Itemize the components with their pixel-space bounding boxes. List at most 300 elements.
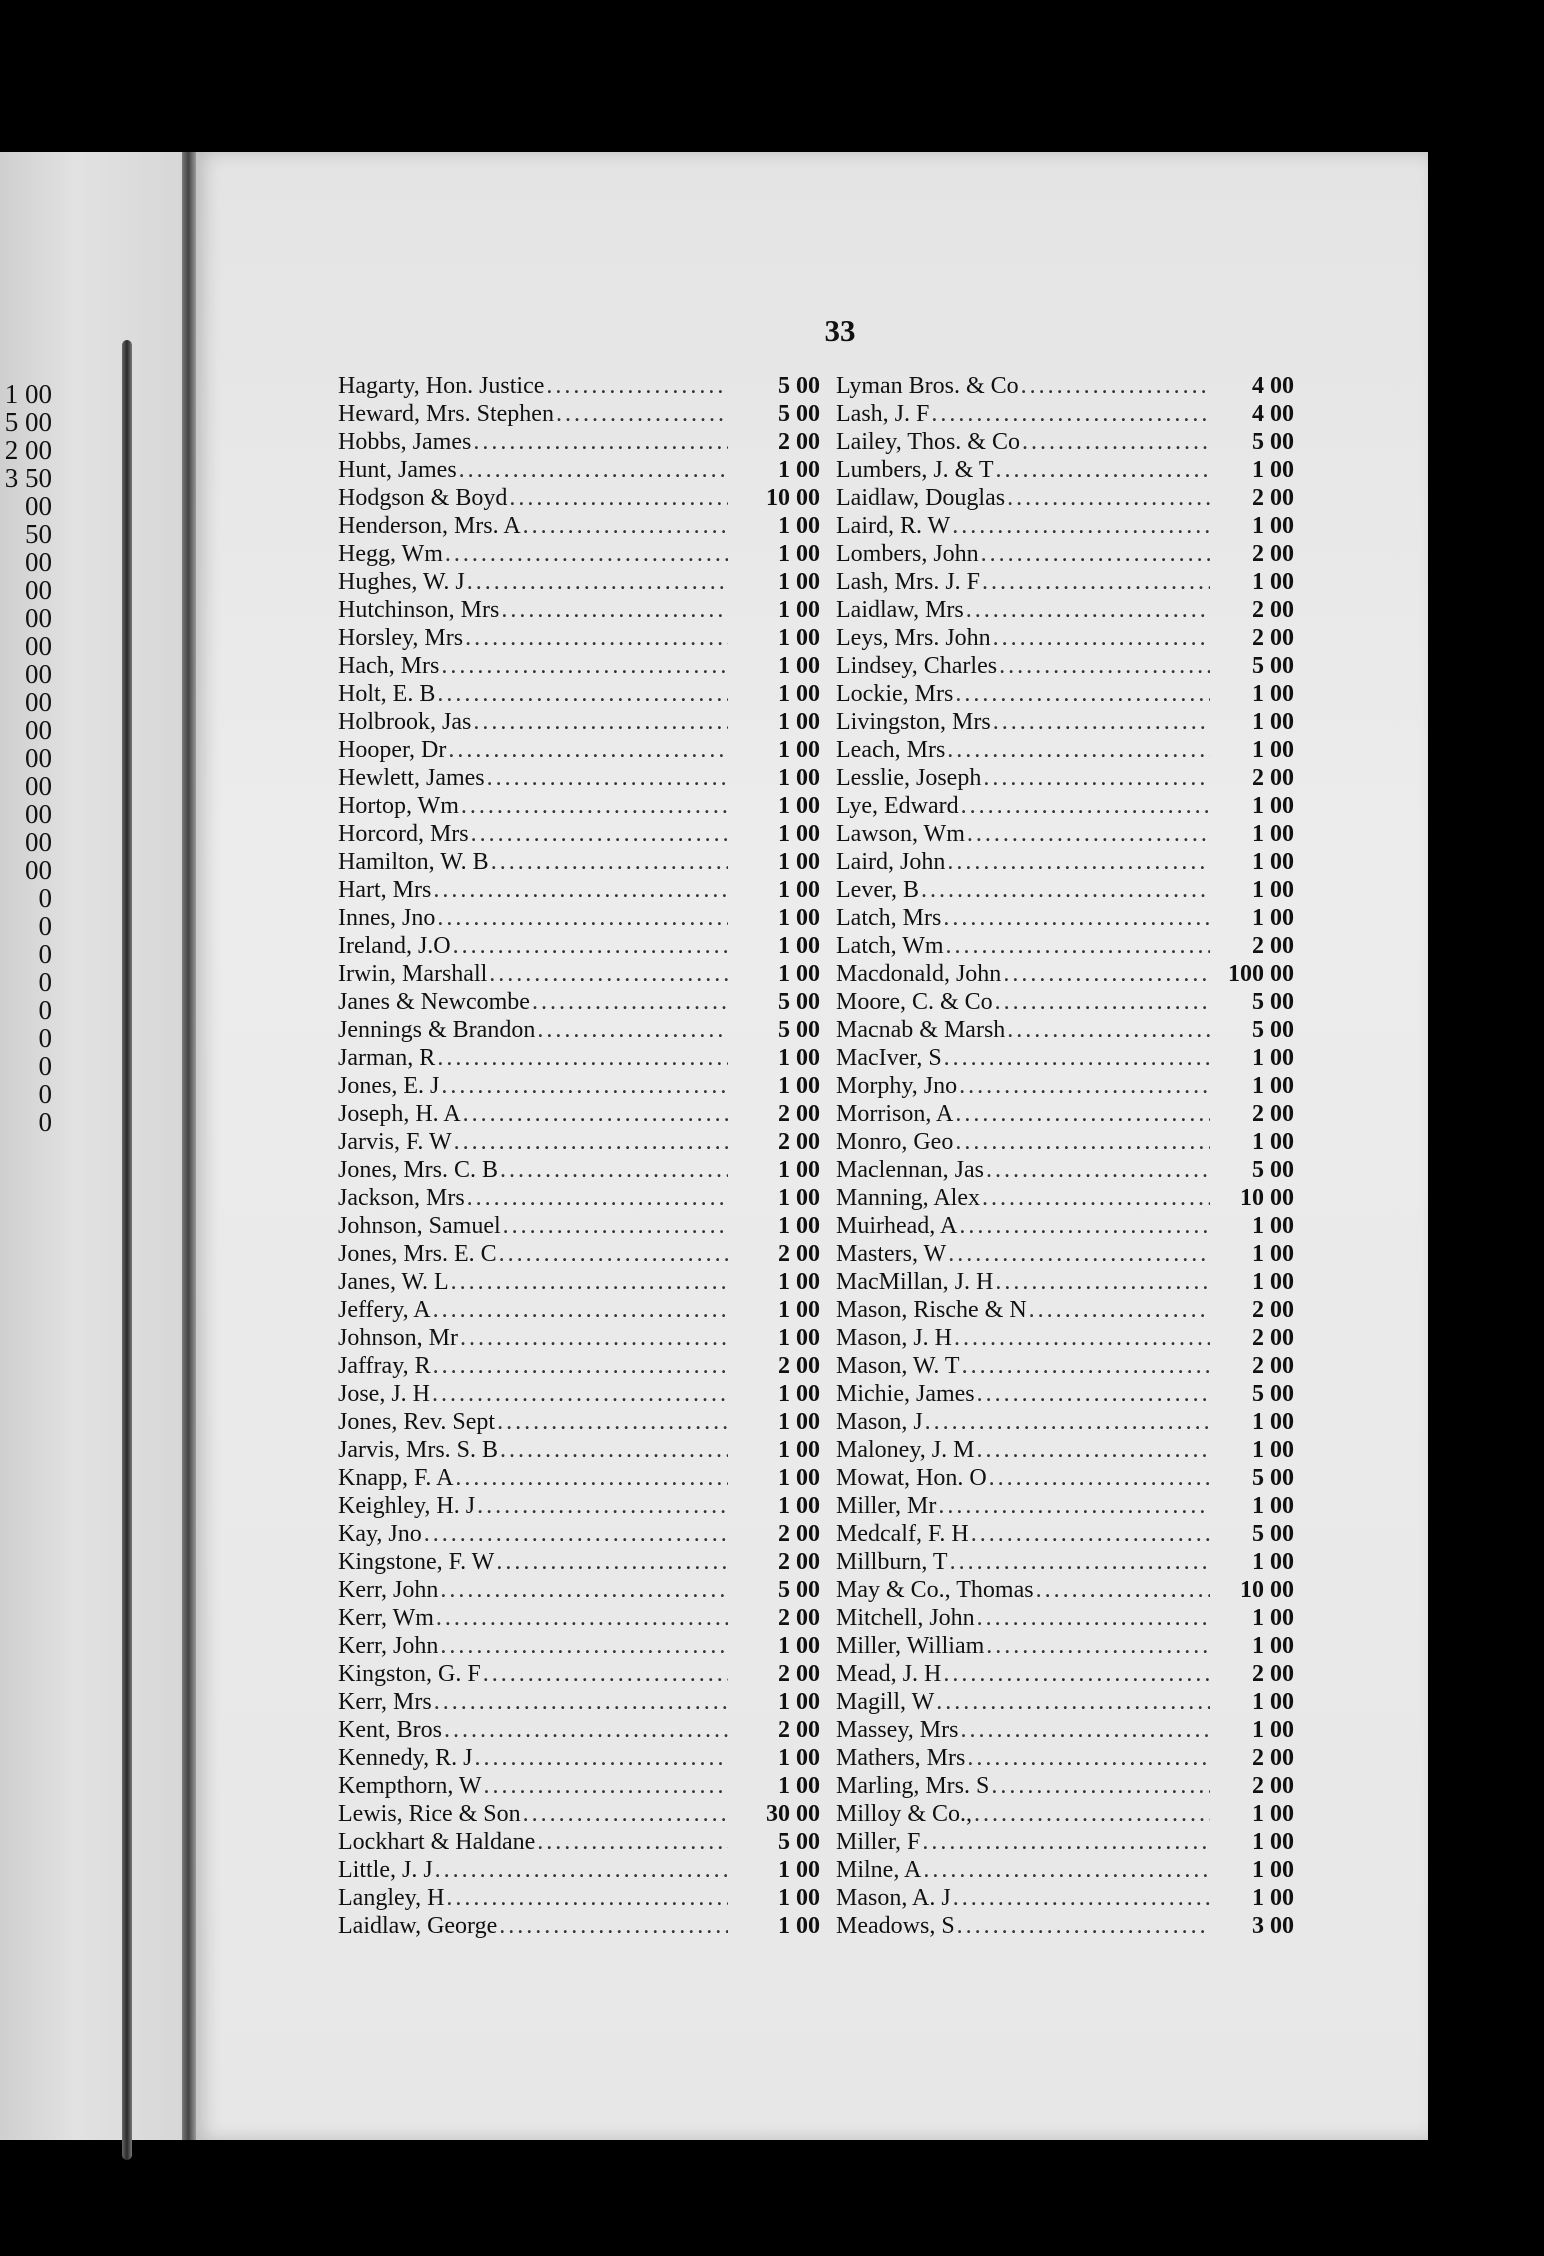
dot-leader [921,1856,1210,1884]
list-item [836,680,1294,708]
subscriber-name: Jaffray, R [338,1353,431,1379]
list-item [338,1128,820,1156]
list-item [836,1772,1294,1800]
subscriber-name: Innes, Jno [338,905,436,931]
subscription-amount: 1 00 [1252,681,1294,707]
subscriber-name: Latch, Mrs [836,905,942,931]
subscriber-name: Leys, Mrs. John [836,625,991,651]
subscription-amount: 2 00 [1252,933,1294,959]
subscriber-name: Jarman, R [338,1045,436,1071]
list-item [836,1072,1294,1100]
subscription-amount: 1 00 [778,933,820,959]
subscription-amount: 1 00 [1252,1073,1294,1099]
subscriber-name: Jones, E. J [338,1073,440,1099]
previous-page-amount: 3 50 [4,463,52,493]
subscription-amount: 2 00 [1252,1325,1294,1351]
subscriber-name: Holt, E. B [338,681,436,707]
list-item [338,988,820,1016]
dot-leader [948,1548,1210,1576]
list-item [836,1828,1294,1856]
dot-leader [451,932,728,960]
subscription-amount: 5 00 [778,989,820,1015]
dot-leader [535,1016,728,1044]
dot-leader [554,400,728,428]
list-item [338,1492,820,1520]
dot-leader [989,1772,1210,1800]
subscriber-name: Johnson, Mr [338,1325,459,1351]
subscription-amount: 1 00 [778,1045,820,1071]
dot-leader [923,1408,1210,1436]
subscriber-name: Mason, J. H [836,1325,953,1351]
subscription-amount: 1 00 [1252,1129,1294,1155]
dot-leader [993,1268,1210,1296]
subscriber-name: Lombers, John [836,541,979,567]
list-item [836,932,1294,960]
subscriber-name: Hewlett, James [338,765,485,791]
subscription-amount: 2 00 [1252,1661,1294,1687]
subscriber-name: Laidlaw, George [338,1913,498,1939]
dot-leader [984,1632,1210,1660]
previous-page-amounts [0,380,190,1136]
subscriber-name: Morrison, A [836,1101,954,1127]
subscription-amount: 2 00 [1252,1101,1294,1127]
dot-leader [444,1884,728,1912]
list-item [338,1772,820,1800]
list-item [836,904,1294,932]
dot-leader [482,1772,728,1800]
subscription-amount: 1 00 [778,1913,820,1939]
dot-leader [535,1828,728,1856]
dot-leader [941,904,1210,932]
list-item [836,1044,1294,1072]
subscription-amount: 1 00 [778,1857,820,1883]
dot-leader [1005,484,1210,512]
list-item [836,1464,1294,1492]
list-item [836,792,1294,820]
list-item [836,596,1294,624]
subscription-amount: 1 00 [1252,1717,1294,1743]
subscriber-name: Lever, B [836,877,920,903]
dot-leader [530,988,728,1016]
list-item [836,1268,1294,1296]
subscriber-name: Kempthorn, W [338,1773,482,1799]
list-item [338,512,820,540]
subscription-amount: 2 00 [778,1129,820,1155]
list-item [338,1548,820,1576]
dot-leader [432,1688,728,1716]
subscriber-name: Kent, Bros [338,1717,442,1743]
list-item [338,680,820,708]
dot-leader [438,1632,728,1660]
subscriber-name: Macnab & Marsh [836,1017,1006,1043]
list-item [836,400,1294,428]
subscriber-name: Lumbers, J. & T [836,457,994,483]
list-item [338,1184,820,1212]
previous-page-amount: 00 [25,687,52,717]
dot-leader [463,624,728,652]
subscription-amount: 5 00 [1252,989,1294,1015]
list-item [338,1520,820,1548]
subscriber-name: Laird, John [836,849,946,875]
subscription-amount: 1 00 [778,849,820,875]
dot-leader [987,1464,1210,1492]
subscription-amount: 1 00 [778,653,820,679]
dot-leader [991,624,1210,652]
list-item [836,708,1294,736]
dot-leader [521,1800,728,1828]
list-item [338,1240,820,1268]
previous-page-amount: 0 [38,1107,52,1137]
subscriber-name: Michie, James [836,1381,975,1407]
subscriber-name: Marling, Mrs. S [836,1773,990,1799]
dot-leader [974,1436,1210,1464]
list-item [338,1744,820,1772]
dot-leader [981,764,1210,792]
list-item [836,1128,1294,1156]
subscription-amount: 1 00 [778,1073,820,1099]
list-item [836,1380,1294,1408]
subscription-amount: 1 00 [778,1269,820,1295]
dot-leader [1027,1296,1210,1324]
list-item [836,1800,1294,1828]
dot-leader [951,1884,1210,1912]
subscriber-list-left [338,372,820,1940]
subscription-amount: 1 00 [1252,1437,1294,1463]
list-item [836,1716,1294,1744]
dot-leader [1005,1016,1210,1044]
subscription-amount: 1 00 [778,821,820,847]
list-item [338,428,820,456]
subscription-amount: 5 00 [1252,429,1294,455]
dot-leader [950,512,1210,540]
page-number: 33 [824,313,856,348]
list-item [338,540,820,568]
subscriber-name: Mason, J [836,1409,923,1435]
subscription-amount: 1 00 [1252,457,1294,483]
subscription-amount: 1 00 [778,765,820,791]
dot-leader [435,904,728,932]
dot-leader [955,1912,1210,1940]
subscriber-name: Lyman Bros. & Co [836,373,1019,399]
subscription-amount: 1 00 [778,737,820,763]
subscriber-name: Jarvis, Mrs. S. B [338,1437,499,1463]
subscriber-name: Horcord, Mrs [338,821,469,847]
list-item [338,1576,820,1604]
dot-leader [953,1128,1210,1156]
list-item [338,1296,820,1324]
dot-leader [958,1716,1210,1744]
list-item [836,736,1294,764]
list-item [836,1744,1294,1772]
list-item [338,1800,820,1828]
subscription-amount: 1 00 [778,1297,820,1323]
list-item [836,988,1294,1016]
dot-leader [1001,960,1210,988]
previous-page-amount: 00 [25,575,52,605]
list-item [338,792,820,820]
list-item [338,1856,820,1884]
subscription-amount: 2 00 [1252,485,1294,511]
list-item [836,1016,1294,1044]
list-item [338,820,820,848]
list-item [338,876,820,904]
subscriber-name: Jones, Mrs. E. C [338,1241,497,1267]
subscription-amount: 1 00 [778,625,820,651]
subscription-amount: 1 00 [1252,1045,1294,1071]
list-item [836,1436,1294,1464]
subscription-amount: 1 00 [1252,1213,1294,1239]
subscription-amount: 2 00 [778,1521,820,1547]
subscriber-name: Lash, J. F [836,401,930,427]
subscription-amount: 2 00 [1252,765,1294,791]
dot-leader [997,652,1210,680]
subscription-amount: 1 00 [1252,877,1294,903]
subscriber-name: Jackson, Mrs [338,1185,465,1211]
list-item [338,1436,820,1464]
dot-leader [435,680,728,708]
subscription-amount: 2 00 [1252,1773,1294,1799]
previous-page-amount: 0 [38,911,52,941]
subscriber-name: Massey, Mrs [836,1717,959,1743]
list-item [338,624,820,652]
list-item [836,1912,1294,1940]
subscription-amount: 1 00 [778,1745,820,1771]
dot-leader [435,1044,728,1072]
list-item [338,1604,820,1632]
dot-leader [946,1240,1210,1268]
subscriber-name: Kingstone, F. W [338,1549,495,1575]
subscription-amount: 5 00 [778,373,820,399]
subscription-amount: 5 00 [1252,653,1294,679]
list-item [836,1324,1294,1352]
list-item [338,1688,820,1716]
subscription-amount: 1 00 [778,1325,820,1351]
subscriber-name: Morphy, Jno [836,1073,958,1099]
subscription-amount: 1 00 [778,681,820,707]
subscription-amount: 1 00 [778,709,820,735]
subscription-amount: 5 00 [778,1829,820,1855]
subscription-amount: 1 00 [1252,1633,1294,1659]
previous-page-amount: 1 00 [4,379,52,409]
subscription-amount: 1 00 [778,569,820,595]
dot-leader [952,1324,1210,1352]
dot-leader [469,820,728,848]
dot-leader [487,960,728,988]
list-item [836,1576,1294,1604]
subscriber-name: Lailey, Thos. & Co [836,429,1020,455]
subscription-amount: 1 00 [778,1437,820,1463]
subscriber-name: Lawson, Wm [836,821,965,847]
list-item [836,568,1294,596]
dot-leader [920,1828,1210,1856]
subscriber-name: Milloy & Co., [836,1801,973,1827]
previous-page-fragment [0,152,190,2140]
subscriber-name: Maloney, J. M [836,1437,975,1463]
dot-leader [1034,1576,1210,1604]
subscription-amount: 1 00 [1252,1549,1294,1575]
list-item [836,372,1294,400]
subscription-amount: 1 00 [778,1689,820,1715]
dot-leader [980,568,1210,596]
list-item [338,1044,820,1072]
list-item [836,1184,1294,1212]
subscriber-name: Hach, Mrs [338,653,440,679]
dot-leader [494,1548,728,1576]
dot-leader [544,372,728,400]
list-item [338,1156,820,1184]
dot-leader [965,820,1210,848]
subscriber-name: Moore, C. & Co [836,989,993,1015]
list-item [836,624,1294,652]
previous-page-amount: 00 [25,771,52,801]
subscription-amount: 1 00 [778,1493,820,1519]
list-item [338,1828,820,1856]
subscriber-name: Janes & Newcombe [338,989,530,1015]
dot-leader [965,1744,1210,1772]
subscriber-name: Joseph, H. A [338,1101,461,1127]
previous-page-amount: 00 [25,547,52,577]
subscriber-name: Lockie, Mrs [836,681,954,707]
subscription-amount: 5 00 [1252,1157,1294,1183]
dot-leader [489,848,728,876]
dot-leader [936,1492,1210,1520]
dot-leader [980,1184,1210,1212]
subscription-amount: 1 00 [1252,1493,1294,1519]
dot-leader [458,1324,728,1352]
dot-leader [446,736,728,764]
list-item [338,1212,820,1240]
dot-leader [431,1296,728,1324]
subscriber-name: Laidlaw, Douglas [836,485,1006,511]
list-item [338,456,820,484]
previous-page-amount: 0 [38,939,52,969]
subscriber-name: Kerr, Wm [338,1605,434,1631]
dot-leader [944,932,1210,960]
subscription-amount: 10 00 [1240,1185,1294,1211]
subscription-amount: 5 00 [1252,1381,1294,1407]
dot-leader [431,876,728,904]
subscriber-name: May & Co., Thomas [836,1577,1034,1603]
list-item [338,1100,820,1128]
dot-leader [959,792,1210,820]
subscription-amount: 10 00 [766,485,820,511]
subscription-amount: 1 00 [778,541,820,567]
dot-leader [521,512,728,540]
subscription-amount: 5 00 [778,401,820,427]
subscriber-name: Kingston, G. F [338,1661,481,1687]
subscriber-name: Johnson, Samuel [338,1213,501,1239]
dot-leader [453,1464,728,1492]
subscription-amount: 1 00 [778,1465,820,1491]
list-item [836,1884,1294,1912]
subscriber-name: Lash, Mrs. J. F [836,569,981,595]
list-item [338,1660,820,1688]
previous-page-amount: 00 [25,659,52,689]
list-item [338,484,820,512]
subscriber-name: Laidlaw, Mrs [836,597,964,623]
subscriber-name: Manning, Alex [836,1185,980,1211]
subscriber-name: Holbrook, Jas [338,709,472,735]
dot-leader [431,1352,728,1380]
subscription-amount: 1 00 [778,1213,820,1239]
dot-leader [994,456,1210,484]
subscription-amount: 2 00 [778,429,820,455]
list-item [836,1352,1294,1380]
subscription-amount: 2 00 [778,1241,820,1267]
subscriber-name: Jones, Mrs. C. B [338,1157,499,1183]
dot-leader [495,1408,728,1436]
subscriber-name: Hunt, James [338,457,457,483]
list-item [338,1016,820,1044]
list-item [338,708,820,736]
list-item [836,1296,1294,1324]
subscriber-name: Jarvis, F. W [338,1129,452,1155]
subscription-amount: 30 00 [766,1801,820,1827]
previous-page-amount: 0 [38,995,52,1025]
subscription-amount: 1 00 [1252,849,1294,875]
dot-leader [919,876,1210,904]
subscriber-name: Jose, J. H [338,1381,431,1407]
subscriber-name: MacIver, S [836,1045,942,1071]
subscription-amount: 2 00 [778,1101,820,1127]
list-item [836,1688,1294,1716]
subscriber-name: Masters, W [836,1241,947,1267]
subscriber-name: Lockhart & Haldane [338,1829,536,1855]
subscriber-name: Little, J. J [338,1857,433,1883]
list-item [338,1072,820,1100]
subscription-amount: 2 00 [1252,541,1294,567]
dot-leader [945,848,1210,876]
subscriber-name: Irwin, Marshall [338,961,488,987]
list-item [338,596,820,624]
subscription-amount: 1 00 [778,1885,820,1911]
subscription-amount: 1 00 [778,1409,820,1435]
list-item [836,1660,1294,1688]
list-item [338,652,820,680]
subscription-amount: 2 00 [1252,597,1294,623]
subscription-amount: 1 00 [1252,821,1294,847]
previous-page-amount: 00 [25,631,52,661]
list-item [836,456,1294,484]
subscription-amount: 100 00 [1228,961,1294,987]
subscriber-name: Mitchell, John [836,1605,975,1631]
subscriber-name: Millburn, T [836,1549,948,1575]
list-item [836,848,1294,876]
subscription-amount: 1 00 [1252,737,1294,763]
list-item [836,540,1294,568]
subscriber-name: Hobbs, James [338,429,472,455]
previous-page-amount: 0 [38,1051,52,1081]
subscription-amount: 1 00 [778,1185,820,1211]
dot-leader [433,1856,728,1884]
list-item [338,568,820,596]
subscriber-name: Hortop, Wm [338,793,459,819]
dot-leader [979,540,1210,568]
dot-leader [964,596,1210,624]
subscriber-name: Jones, Rev. Sept [338,1409,496,1435]
dot-leader [934,1688,1210,1716]
list-item [836,1604,1294,1632]
list-item [836,1240,1294,1268]
previous-page-amount: 00 [25,799,52,829]
subscription-amount: 1 00 [778,877,820,903]
subscriber-name: Maclennan, Jas [836,1157,984,1183]
subscriber-name: Janes, W. L [338,1269,449,1295]
subscription-amount: 1 00 [778,457,820,483]
subscriber-name: Keighley, H. J [338,1493,476,1519]
subscriber-name: Mead, J. H [836,1661,942,1687]
list-item [836,1856,1294,1884]
